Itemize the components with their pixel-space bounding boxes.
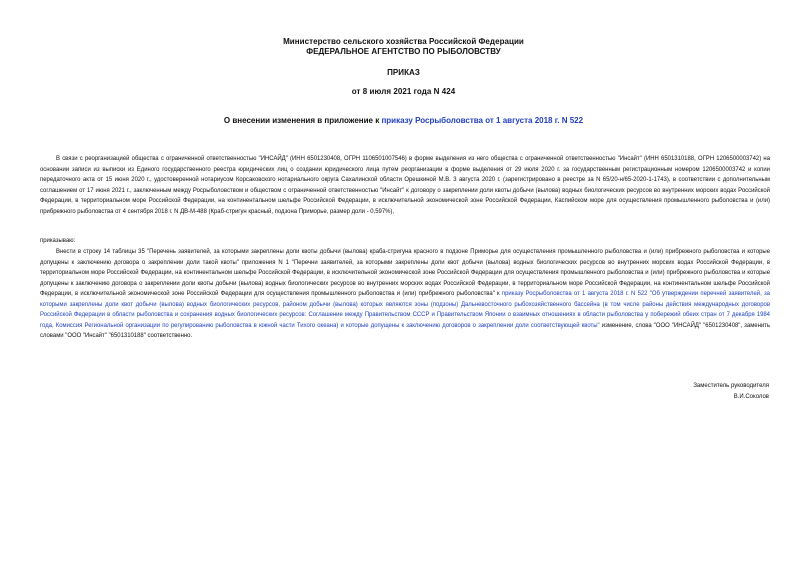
preamble-paragraph: В связи с реорганизацией общества с ограниченной ответственностью "ИНСАЙД" (ИНН 6501230408, ОГРН 1106501007546) в форме выделения из него общества с ограниченной ответственностью "Инсайт" (ИНН 6501310188, ОГРН 1206500003742) на основании записи из выписки из Единого государственного реестра юридических лиц о создании юридического лица путем реорганизации в форме выделения от 29 июля 2020 г. за государственным регистрационным номером 1206500003742 и копии передаточного акта от 15 июня 2020 г., удостоверенной нотариусом Корсаковского нотариального округа Сахалинской области Орешкиной М.В. 3 августа 2020 г. (зарегистрировано в реестре за N 65/20-н/65-2020-1-1743), в соответствии с дополнительным соглашением от 17 июня 2021 г., заключенным между Росрыболовством и обществом с ограниченной ответственностью "Инсайт" к договору о закреплении доли квоты добычи (вылова) водных биологических ресурсов во внутренних морских водах Российской Федерации, в территориальном море Российской Федерации, на континентальном шельфе Российской Федерации, в исключительной экономической зоне Российской Федерации, Каспийском море для осуществления промышленного рыболовства и (или) прибрежного рыболовства от 4 сентября 2018 г. N ДВ-М-488 (Краб-стригун красный, подзона Приморье, размер доли - 0,597%), <box>40 156 770 215</box>
agency-name: ФЕДЕРАЛЬНОЕ АГЕНТСТВО ПО РЫБОЛОВСТВУ <box>306 47 501 56</box>
ministry-name: Министерство сельского хозяйства Российской Федерации <box>283 37 524 46</box>
amendment-paragraph <box>40 247 770 342</box>
document-type: ПРИКАЗ <box>387 68 420 77</box>
document-title <box>0 116 807 126</box>
amendment-text-end: изменение, слова "ООО "ИНСАЙД" "6501230408", заменить словами "ООО "Инсайт" "6501310188" соответственно. <box>40 322 770 339</box>
signatory-title: Заместитель руководителя <box>693 383 769 389</box>
order-date-number: от 8 июля 2021 года N 424 <box>351 87 456 96</box>
amendment-order-link[interactable]: приказу Росрыболовства от 1 августа 2018 г. N 522 "Об утверждении перечней заявителей, за которыми закреплены доли квот добычи (вылова) водных биологических ресурсов, районом добычи (вылова) которых являются зоны (подзоны) Дальневосточного рыбохозяйственного бассейна (в том числе районы действия международных договоров Российской Федерации в области рыболовства и сохранения водных биологических ресурсов: Соглашение между Правительством СССР и Правительством Японии о взаимных отношениях в области рыболовства у побережий обеих стран от 7 декабря 1984 года, Комиссия Региональной организации по регулированию рыболовства в южной части Тихого океана) и которые допущены к заключению договоров о закреплении доли соответствующей квоты" <box>40 291 770 329</box>
signatory-name: В.И.Соколов <box>733 394 769 400</box>
order-directive: приказываю: <box>40 238 76 244</box>
title-order-link[interactable]: приказу Росрыболовства от 1 августа 2018 г. N 522 <box>381 116 584 125</box>
title-text: О внесении изменения в приложение к <box>223 116 382 125</box>
amendment-text-start: Внести в строку 14 таблицы 35 "Перечень заявителей, за которыми закреплены доли квоты добычи (вылова) краба-стригуна красного в подзоне Приморье для осуществления промышленного рыболовства и (или) прибрежного рыболовства и которые допущены к заключению договора о закреплении доли такой квоты" приложения N 1 "Перечни заявителей, за которыми закреплены доли квот добычи (вылова) водных биологических ресурсов во внутренних морских водах Российской Федерации, в территориальном море Российской Федерации, на континентальном шельфе Российской Федерации, в исключительной экономической зоне Российской Федерации для осуществления промышленного рыболовства и (или) прибрежного рыболовства и которые допущены к заключению договора о закреплении доли квоты добычи (вылова) водных биологических ресурсов во внутренних морских водах Российской Федерации, в территориальном море Российской Федерации, на континентальном шельфе Российской Федерации, в исключительной экономической зоне Российской Федерации для осуществления промышленного рыболовства и (или) прибрежного рыболовства" к <box>40 249 770 297</box>
